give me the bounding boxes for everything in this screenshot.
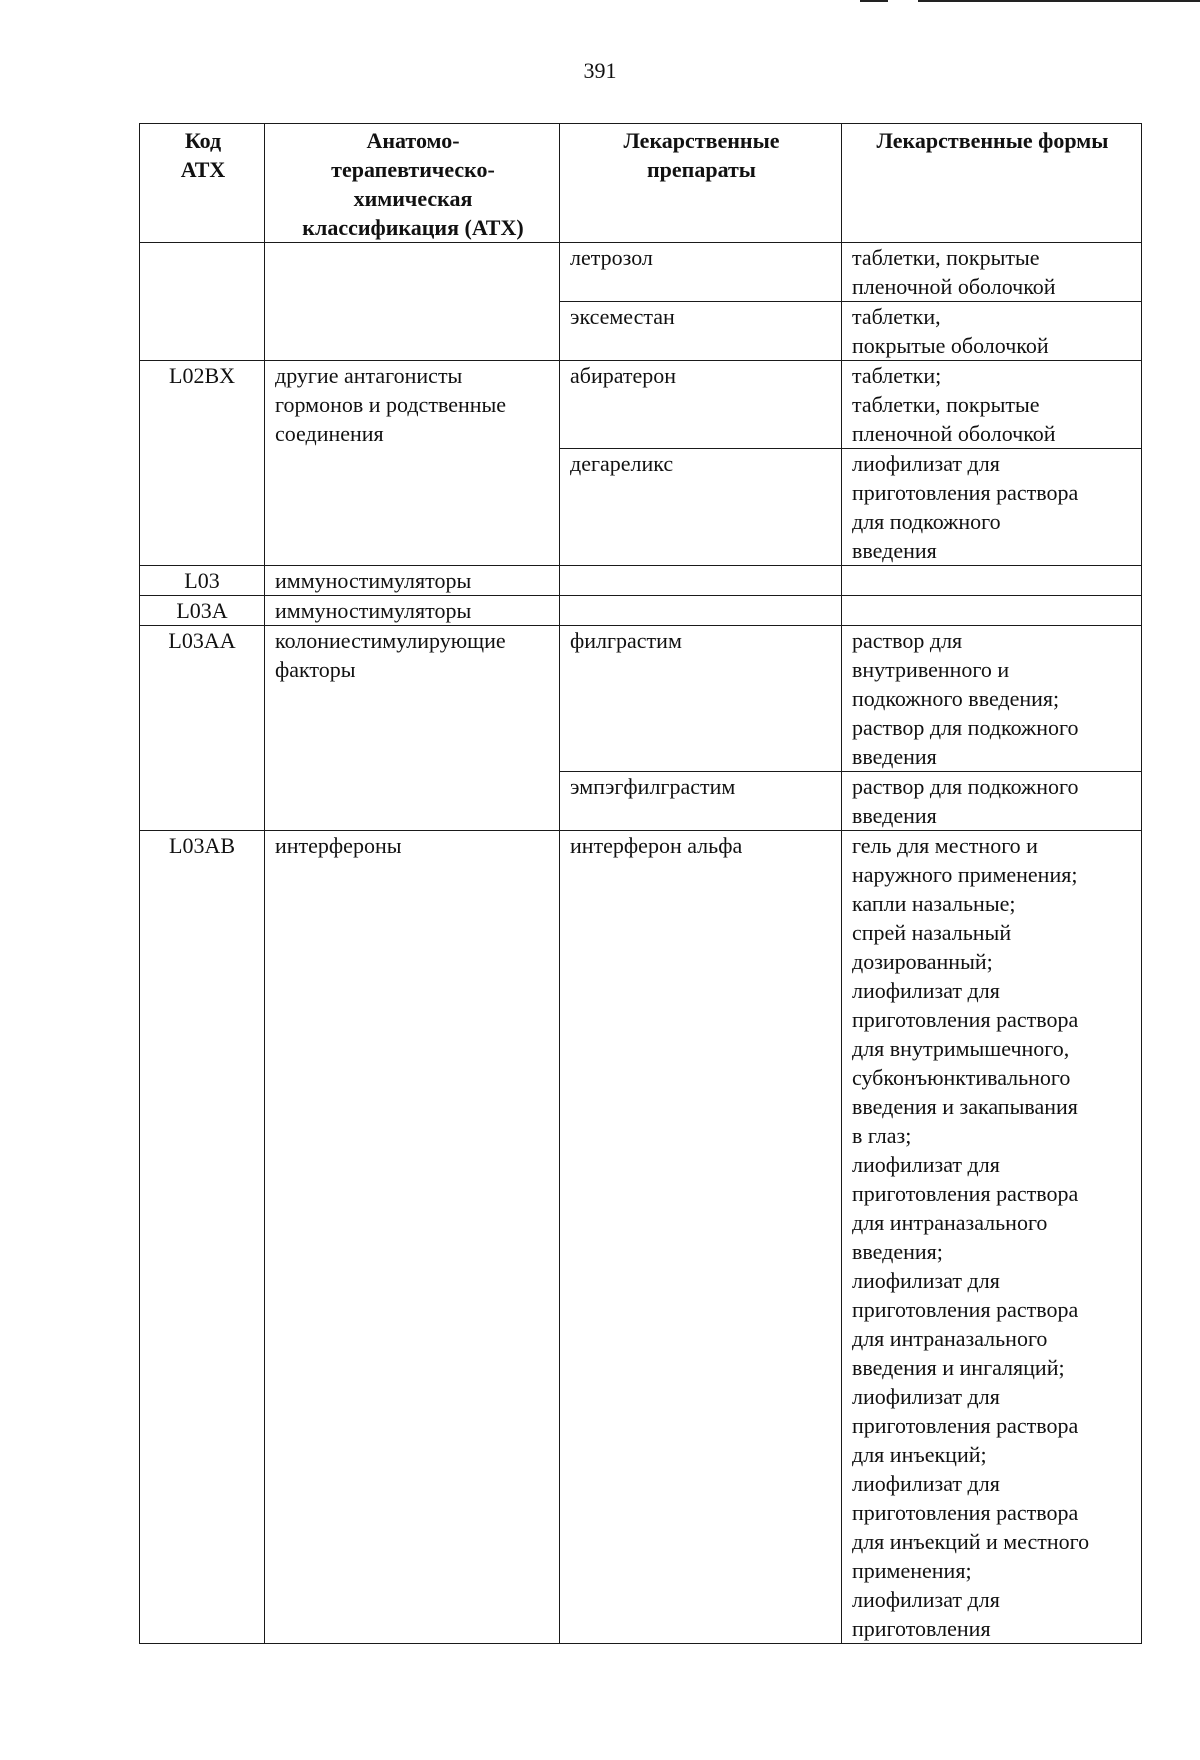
drug-name-cell: интерферон альфа (560, 831, 842, 1644)
classification-cell: другие антагонисты гормонов и родственные соединения (265, 361, 560, 566)
table-row (140, 361, 1142, 449)
header-classification: Анатомо- терапевтическо- химическая классификация (АТХ) (265, 124, 560, 243)
atc-code-cell: L02BX (140, 361, 265, 566)
classification-cell: иммуностимуляторы (265, 596, 560, 626)
header-code: Код АТХ (140, 124, 265, 243)
atc-code-cell (140, 243, 265, 361)
drug-name-cell: дегареликс (560, 449, 842, 566)
table-row (140, 243, 1142, 302)
table-row (140, 566, 1142, 596)
header-forms: Лекарственные формы (842, 124, 1142, 243)
atc-code-cell: L03A (140, 596, 265, 626)
drug-name-cell: летрозол (560, 243, 842, 302)
header-drugs: Лекарственные препараты (560, 124, 842, 243)
drug-forms-cell: таблетки; таблетки, покрытые пленочной оболочкой (842, 361, 1142, 449)
drug-name-cell (560, 596, 842, 626)
classification-cell: интерфероны (265, 831, 560, 1644)
atc-code-cell: L03 (140, 566, 265, 596)
drug-forms-cell (842, 566, 1142, 596)
table-row (140, 596, 1142, 626)
atc-code-cell: L03AB (140, 831, 265, 1644)
atc-table (139, 123, 1142, 1644)
drug-forms-cell: раствор для подкожного введения (842, 772, 1142, 831)
drug-forms-cell: таблетки, покрытые пленочной оболочкой (842, 243, 1142, 302)
table-row (140, 831, 1142, 1644)
drug-forms-cell (842, 596, 1142, 626)
atc-code-cell: L03AA (140, 626, 265, 831)
drug-name-cell: эксеместан (560, 302, 842, 361)
table-row (140, 626, 1142, 772)
classification-cell: колониестимулирующие факторы (265, 626, 560, 831)
drug-name-cell (560, 566, 842, 596)
drug-name-cell: абиратерон (560, 361, 842, 449)
scan-edge-mark-right (918, 0, 1200, 2)
scan-edge-mark-left (860, 0, 888, 2)
classification-cell: иммуностимуляторы (265, 566, 560, 596)
drug-name-cell: эмпэгфилграстим (560, 772, 842, 831)
classification-cell (265, 243, 560, 361)
drug-forms-cell: лиофилизат для приготовления раствора для подкожного введения (842, 449, 1142, 566)
drug-forms-cell: гель для местного и наружного применения; капли назальные; спрей назальный дозированный; лиофилизат для приготовления раствора для внутримышечного, субконъюнктивального введения и закапывания в глаз; лиофилизат для приготовления раствора для интраназального введения; лиофилизат для приготовления раствора для интраназального введения и ингаляций; лиофилизат для приготовления раствора для инъекций; лиофилизат для приготовления раствора для инъекций и местного применения; лиофилизат для приготовления (842, 831, 1142, 1644)
page-number: 391 (583, 58, 617, 83)
drug-forms-cell: таблетки, покрытые оболочкой (842, 302, 1142, 361)
drug-name-cell: филграстим (560, 626, 842, 772)
drug-forms-cell: раствор для внутривенного и подкожного введения; раствор для подкожного введения (842, 626, 1142, 772)
table-header-row (140, 124, 1142, 243)
